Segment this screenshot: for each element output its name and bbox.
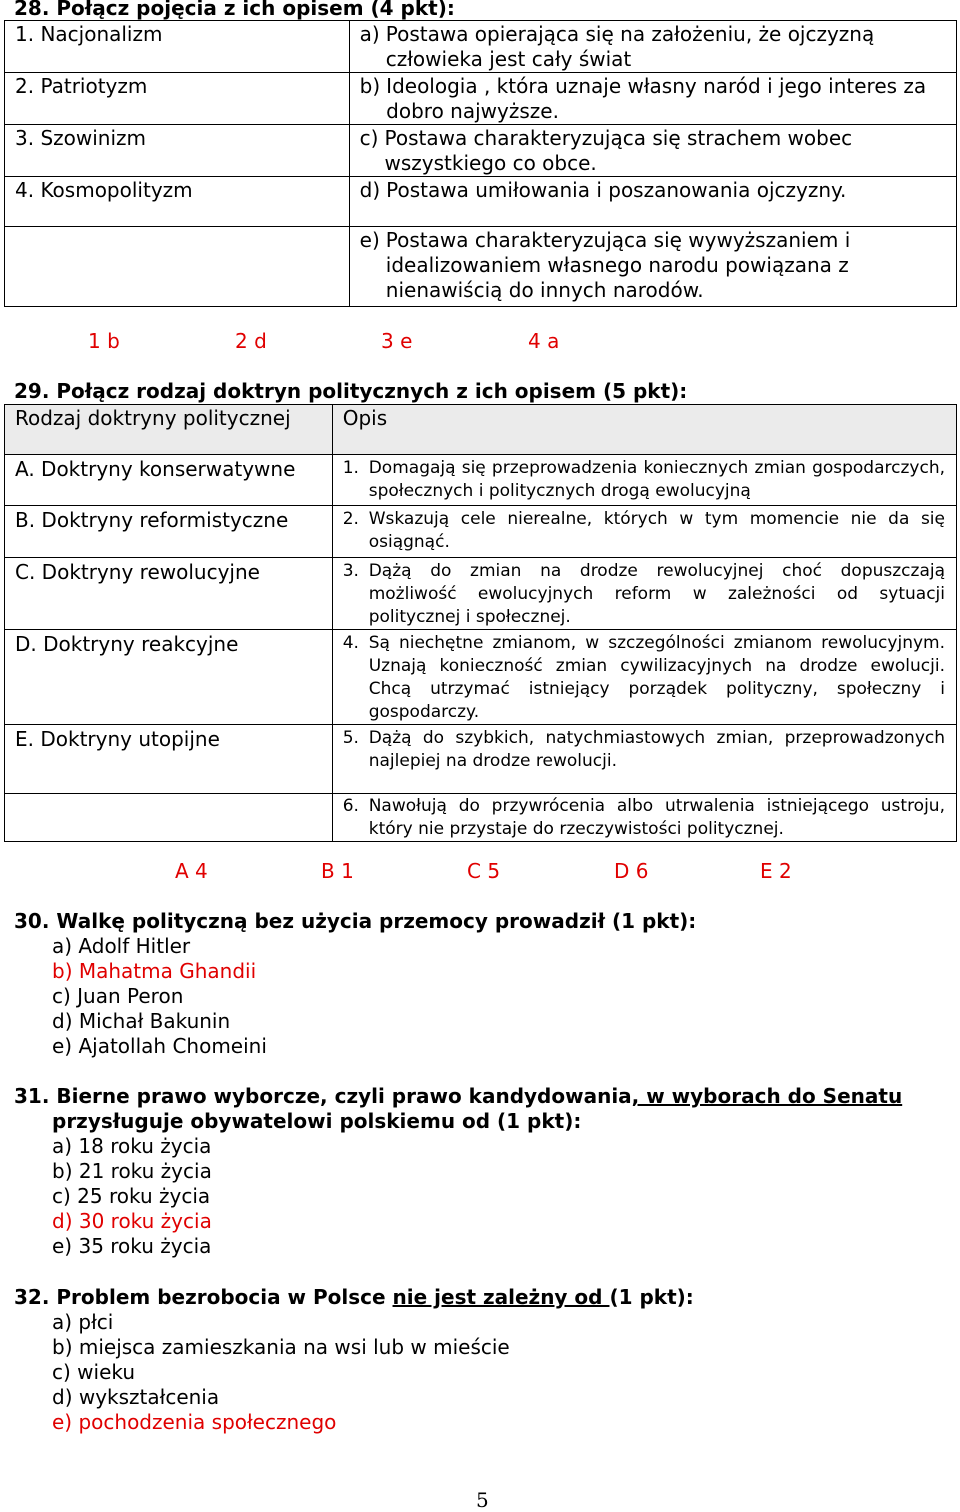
q32-title <box>14 1285 694 1309</box>
q28-concept-4: 4. Kosmopolityzm <box>15 178 193 202</box>
q29-header-type: Rodzaj doktryny politycznej <box>15 406 291 430</box>
q29-answer-c: C 5 <box>467 859 501 883</box>
q29-desc-1: Domagają się przeprowadzenia koniecznych zmian gospodarczych, społecznych i politycznych drogą ewolucyjną <box>368 458 945 501</box>
q31-option-a: a) 18 roku życia <box>52 1134 212 1158</box>
q29-table <box>4 404 957 842</box>
q29-desc-2: Wskazują cele nierealne, których w tym momencie nie da się osiągnąć. <box>368 509 945 552</box>
q28-letter-a: a) <box>359 22 380 46</box>
q28-desc-e: Postawa charakteryzująca się wywyższaniem i idealizowaniem własnego narodu powiązana z nienawiścią do innych narodów. <box>385 228 851 302</box>
q28-desc-c: Postawa charakteryzująca się strachem wobec wszystkiego co obce. <box>384 126 853 175</box>
q28-desc-a: Postawa opierająca się na założeniu, że ojczyzną człowieka jest cały świat <box>385 22 875 71</box>
q30-title: 30. Walkę polityczną bez użycia przemocy prowadził (1 pkt): <box>14 909 697 933</box>
q29-type-d: D. Doktryny reakcyjne <box>15 632 239 656</box>
q32-option-a: a) płci <box>52 1310 114 1334</box>
q32-title-points: (1 pkt): <box>609 1285 694 1309</box>
q31-option-b: b) 21 roku życia <box>52 1159 212 1183</box>
q31-option-e: e) 35 roku życia <box>52 1234 212 1258</box>
q29-type-a: A. Doktryny konserwatywne <box>15 457 296 481</box>
q31-option-d: d) 30 roku życia <box>52 1209 212 1233</box>
q31-title-underlined: , w wyborach do Senatu <box>631 1084 903 1108</box>
q28-answer-3: 3 e <box>381 329 413 353</box>
q28-row-1 <box>5 21 957 73</box>
q29-row-d <box>5 630 957 725</box>
q29-row-6 <box>5 794 957 842</box>
q28-row-4 <box>5 177 957 227</box>
q28-desc-d: Postawa umiłowania i poszanowania ojczyzny. <box>386 178 847 202</box>
q29-header-desc: Opis <box>342 406 388 430</box>
q29-row-b <box>5 506 957 558</box>
q29-desc-3: Dążą do zmian na drodze rewolucyjnej choć dopuszczają możliwość ewolucyjnych reform w zależności od sytuacji politycznej i społecznej. <box>368 561 945 627</box>
q32-option-b: b) miejsca zamieszkania na wsi lub w mieście <box>52 1335 510 1359</box>
q30-option-e: e) Ajatollah Chomeini <box>52 1034 267 1058</box>
q29-num-5: 5. <box>342 728 359 748</box>
q30-option-d: d) Michał Bakunin <box>52 1009 231 1033</box>
q29-desc-5: Dążą do szybkich, natychmiastowych zmian, przeprowadzonych najlepiej na drodze rewolucji. <box>368 728 945 771</box>
q28-concept-3: 3. Szowinizm <box>15 126 146 150</box>
q28-concept-2: 2. Patriotyzm <box>15 74 148 98</box>
q30-option-b: b) Mahatma Ghandii <box>52 959 257 983</box>
q28-title: 28. Połącz pojęcia z ich opisem (4 pkt): <box>14 0 455 20</box>
q29-type-e: E. Doktryny utopijne <box>15 727 220 751</box>
q28-answer-1: 1 b <box>88 329 120 353</box>
q29-desc-4: Są niechętne zmianom, w szczególności zmianom rewolucyjnym. Uznają konieczność zmian cywilizacyjnych na drodze ewolucji. Chcą utrzymać istniejący porządek polityczny, społeczny i gospodarczy. <box>368 633 945 722</box>
q29-row-e <box>5 725 957 794</box>
q28-row-2 <box>5 73 957 125</box>
q28-row-3 <box>5 125 957 177</box>
q29-num-2: 2. <box>342 509 359 529</box>
q32-option-d: d) wykształcenia <box>52 1385 220 1409</box>
q29-type-b: B. Doktryny reformistyczne <box>15 508 289 532</box>
q32-option-e: e) pochodzenia społecznego <box>52 1410 337 1434</box>
q32-title-main: 32. Problem bezrobocia w Polsce <box>14 1285 393 1309</box>
q29-type-c: C. Doktryny rewolucyjne <box>15 560 260 584</box>
q31-title <box>14 1084 902 1108</box>
q28-concept-1: 1. Nacjonalizm <box>15 22 163 46</box>
q30-option-a: a) Adolf Hitler <box>52 934 191 958</box>
q29-num-6: 6. <box>342 796 359 816</box>
q29-desc-6: Nawołują do przywrócenia albo utrwalenia istniejącego ustroju, który nie przystaje do rzeczywistości politycznej. <box>368 796 945 839</box>
q29-answer-e: E 2 <box>760 859 792 883</box>
q29-title: 29. Połącz rodzaj doktryn politycznych z ich opisem (5 pkt): <box>14 379 688 403</box>
q28-letter-d: d) <box>359 178 381 202</box>
page-number: 5 <box>476 1488 489 1512</box>
q31-option-c: c) 25 roku życia <box>52 1184 211 1208</box>
q28-letter-b: b) <box>359 74 381 98</box>
q29-answer-d: D 6 <box>614 859 649 883</box>
q30-option-c: c) Juan Peron <box>52 984 184 1008</box>
q29-answer-a: A 4 <box>175 859 208 883</box>
q29-answer-b: B 1 <box>321 859 354 883</box>
q31-title-main: 31. Bierne prawo wyborcze, czyli prawo kandydowania <box>14 1084 632 1108</box>
q28-letter-c: c) <box>359 126 379 150</box>
q28-letter-e: e) <box>359 228 380 252</box>
q28-desc-b: Ideologia , która uznaje własny naród i jego interes za dobro najwyższe. <box>386 74 927 123</box>
q31-title-line2: przysługuje obywatelowi polskiemu od (1 pkt): <box>52 1109 582 1133</box>
q29-num-3: 3. <box>342 561 359 581</box>
q28-answer-4: 4 a <box>528 329 560 353</box>
q29-num-4: 4. <box>342 633 359 653</box>
q29-header-row <box>5 405 957 455</box>
q32-title-underlined: nie jest zależny od <box>392 1285 610 1309</box>
q28-answer-2: 2 d <box>235 329 267 353</box>
q29-row-c <box>5 558 957 630</box>
q32-option-c: c) wieku <box>52 1360 136 1384</box>
q29-row-a <box>5 455 957 506</box>
q28-row-5 <box>5 227 957 307</box>
q29-num-1: 1. <box>342 458 359 478</box>
q28-table <box>4 20 957 307</box>
